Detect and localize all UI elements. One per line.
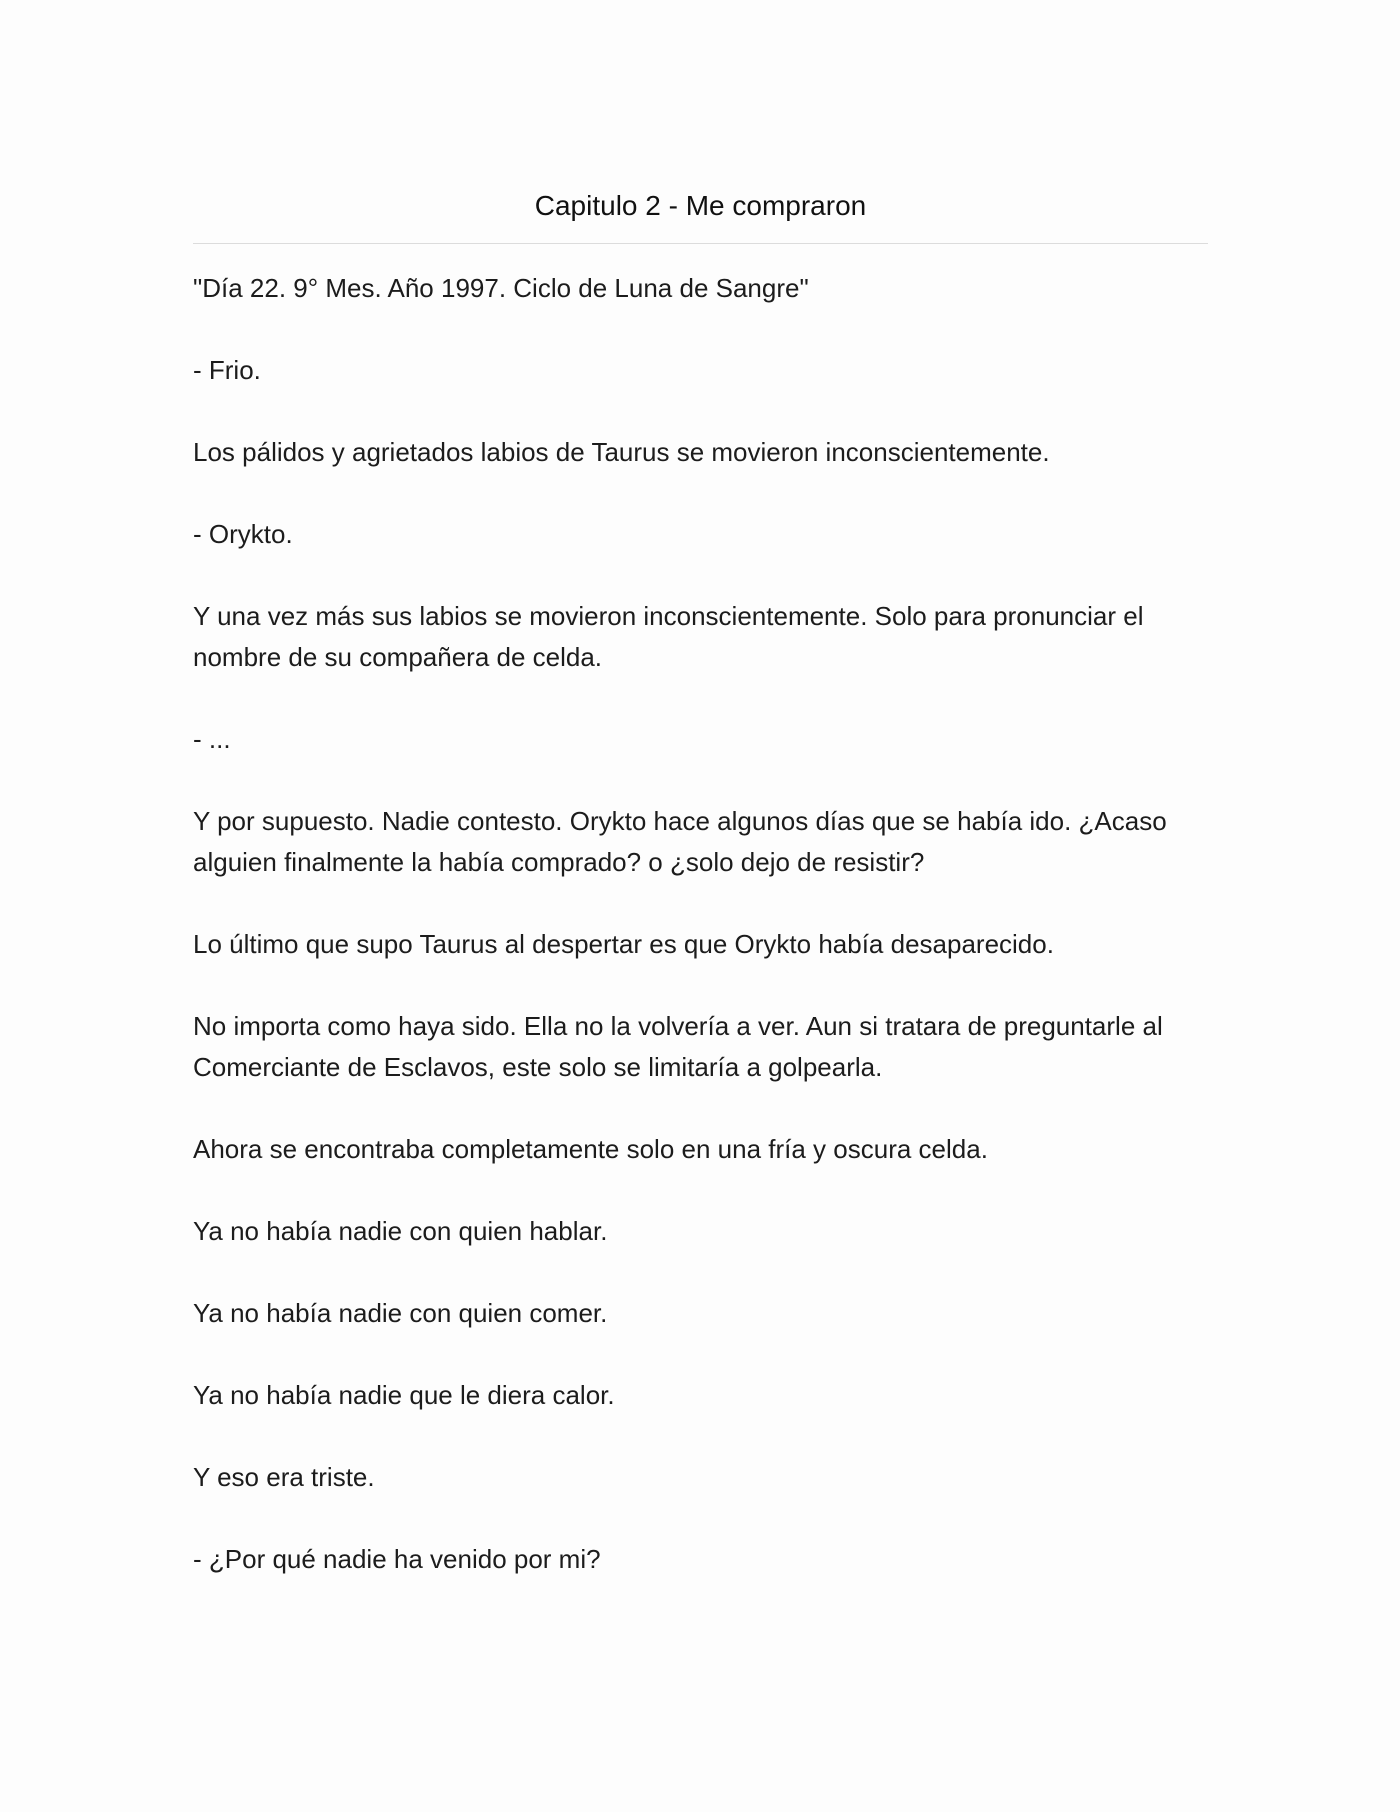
paragraph: Los pálidos y agrietados labios de Taurus se movieron inconscientemente. — [193, 437, 1050, 467]
paragraph: Y por supuesto. Nadie contesto. Orykto hace algunos días que se había ido. ¿Acaso alguien finalmente la había comprado? o ¿solo dejo de resistir? — [193, 806, 1167, 877]
paragraph: - Frio. — [193, 355, 261, 385]
title-divider — [193, 243, 1208, 244]
paragraph: "Día 22. 9° Mes. Año 1997. Ciclo de Luna de Sangre" — [193, 273, 809, 303]
paragraph: - ... — [193, 724, 231, 754]
paragraph: No importa como haya sido. Ella no la volvería a ver. Aun si tratara de preguntarle al Comerciante de Esclavos, este solo se limitaría a golpearla. — [193, 1011, 1163, 1082]
paragraph: - ¿Por qué nadie ha venido por mi? — [193, 1544, 601, 1574]
paragraph: - Orykto. — [193, 519, 293, 549]
paragraph: Ya no había nadie con quien comer. — [193, 1298, 608, 1328]
paragraph: Y una vez más sus labios se movieron inconscientemente. Solo para pronunciar el nombre de su compañera de celda. — [193, 601, 1144, 672]
document-page — [193, 186, 1208, 1621]
document-body — [193, 268, 1208, 1580]
chapter-title: Capitulo 2 - Me compraron — [534, 190, 867, 221]
paragraph: Lo último que supo Taurus al despertar es que Orykto había desaparecido. — [193, 929, 1054, 959]
paragraph: Ya no había nadie con quien hablar. — [193, 1216, 608, 1246]
paragraph: Y eso era triste. — [193, 1462, 375, 1492]
paragraph: Ahora se encontraba completamente solo en una fría y oscura celda. — [193, 1134, 988, 1164]
paragraph: Ya no había nadie que le diera calor. — [193, 1380, 615, 1410]
